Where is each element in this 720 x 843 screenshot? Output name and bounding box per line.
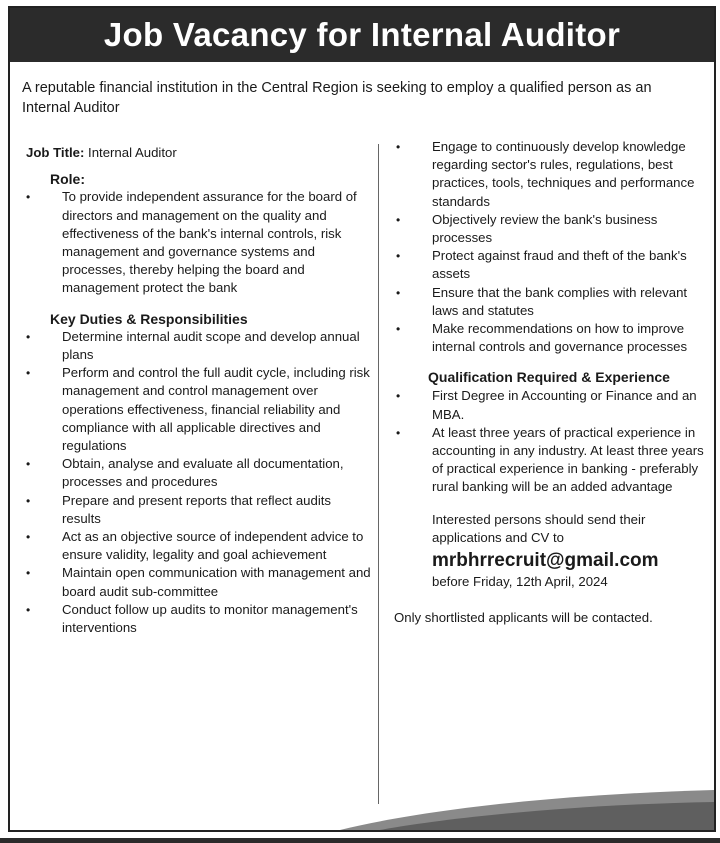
bullet-icon: • (26, 566, 31, 581)
list-item: • To provide independent assurance for the board of directors and management on the quality and effectiveness of the bank's internal controls, risk management and governance systems and processes, thereby helping the board and management protect the bank (26, 189, 357, 296)
duties-heading: Key Duties & Responsibilities (50, 310, 248, 327)
bullet-icon: • (396, 212, 401, 227)
left-column (20, 138, 372, 637)
decorative-swoosh (10, 790, 714, 830)
list-item: • Obtain, analyse and evaluate all documentation, processes and procedures (26, 456, 344, 490)
application-deadline: before Friday, 12th April, 2024 (432, 574, 608, 590)
list-item: • Act as an objective source of independent advice to ensure validity, legality and goal achievement (26, 529, 364, 563)
list-item: • Protect against fraud and theft of the bank's assets (396, 248, 687, 282)
list-item: • Engage to continuously develop knowledge regarding sector's rules, regulations, best practices, tools, techniques and performance standards (396, 139, 695, 209)
bullet-icon: • (26, 190, 31, 205)
bullet-icon: • (26, 530, 31, 545)
list-item: • First Degree in Accounting or Finance and an MBA. (396, 388, 697, 422)
intro-text: A reputable financial institution in the Central Region is seeking to employ a qualified person as an Internal Auditor (22, 80, 652, 116)
bullet-icon: • (396, 322, 401, 337)
role-heading: Role: (50, 171, 85, 188)
bullet-icon: • (396, 425, 401, 440)
list-item: • Perform and control the full audit cycle, including risk management and control management over operations effectiveness, financial reliability and compliance with all applicable directives and regulations (26, 365, 370, 454)
qualification-list (388, 387, 710, 496)
application-email: mrbhrrecruit@gmail.com (432, 550, 659, 572)
banner-title: Job Vacancy for Internal Auditor (10, 8, 714, 62)
bullet-icon: • (396, 249, 401, 264)
bullet-icon: • (26, 602, 31, 617)
duties-continued-list (388, 138, 710, 356)
bullet-icon: • (396, 140, 401, 154)
list-item: • Conduct follow up audits to monitor management's interventions (26, 601, 358, 636)
bullet-icon: • (396, 389, 401, 404)
bullet-icon: • (26, 366, 31, 381)
shortlist-note: Only shortlisted applicants will be contacted. (394, 610, 653, 626)
list-item: • Ensure that the bank complies with relevant laws and statutes (396, 284, 688, 318)
vacancy-advert (8, 6, 716, 832)
list-item: • Make recommendations on how to improve internal controls and governance processes (396, 321, 688, 355)
application-instruction: Interested persons should send their applications and CV to (432, 511, 646, 545)
bullet-icon: • (396, 285, 401, 300)
bullet-icon: • (26, 457, 31, 472)
list-item: • Objectively review the bank's business processes (396, 211, 658, 246)
bottom-border (0, 838, 720, 843)
list-item: • Determine internal audit scope and develop annual plans (26, 328, 360, 363)
bullet-icon: • (26, 329, 31, 344)
column-divider (378, 144, 379, 804)
right-column (388, 138, 710, 627)
list-item: • Maintain open communication with management and board audit sub-committee (26, 565, 371, 599)
duties-list (20, 328, 372, 637)
list-item: • At least three years of practical experience in accounting in any industry. At least three years of practical experience in banking - preferably rural banking will be an added advantage (396, 424, 704, 495)
job-title-label: Job Title: (26, 145, 85, 160)
qualification-heading: Qualification Required & Experience (428, 369, 670, 386)
job-title-value: Internal Auditor (88, 145, 177, 160)
list-item: • Prepare and present reports that reflect audits results (26, 492, 332, 526)
bullet-icon: • (26, 493, 31, 508)
job-title-line (26, 144, 372, 162)
role-list (20, 188, 372, 297)
